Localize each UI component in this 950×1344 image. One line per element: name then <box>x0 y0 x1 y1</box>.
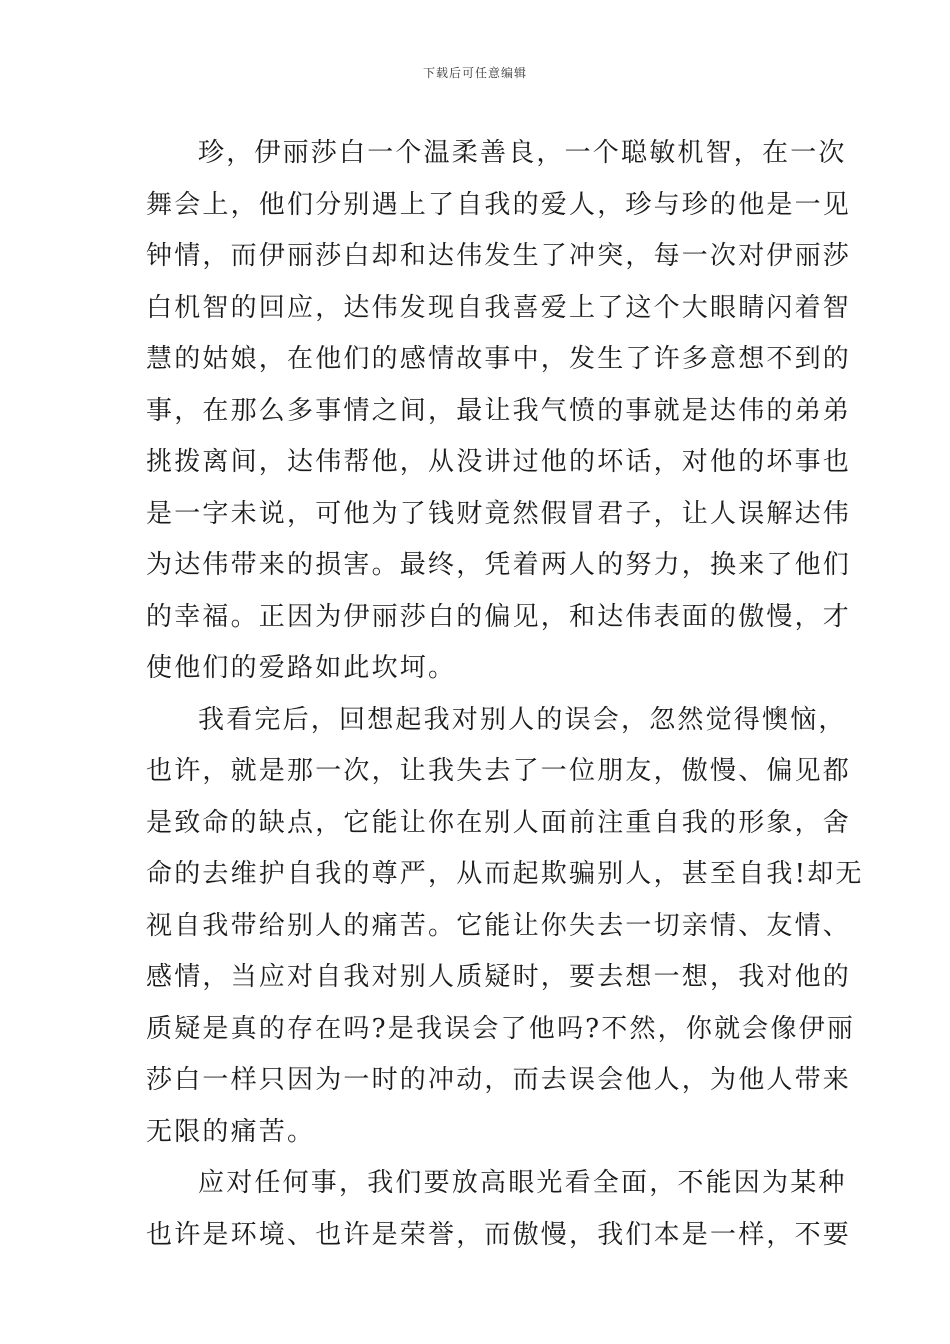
paragraph-line: 也许，就是那一次，让我失去了一位朋友，傲慢、偏见都 <box>146 756 852 786</box>
paragraph-1 <box>146 128 852 695</box>
paragraph-line: 为达伟带来的损害。最终，凭着两人的努力，换来了他们 <box>146 550 852 580</box>
paragraph-line: 舞会上，他们分别遇上了自我的爱人，珍与珍的他是一见 <box>146 189 852 220</box>
paragraph-line: 钟情，而伊丽莎白却和达伟发生了冲突，每一次对伊丽莎 <box>146 241 852 271</box>
paragraph-3 <box>146 1158 852 1261</box>
paragraph-line: 莎白一样只因为一时的冲动，而去误会他人，为他人带来 <box>146 1065 852 1095</box>
paragraph-line: 是致命的缺点，它能让你在别人面前注重自我的形象，舍 <box>146 807 852 838</box>
paragraph-line: 珍，伊丽莎白一个温柔善良，一个聪敏机智，在一次 <box>198 138 847 168</box>
paragraph-line: 挑拨离间，达伟帮他，从没讲过他的坏话，对他的坏事也 <box>146 447 852 477</box>
paragraph-line: 慧的姑娘，在他们的感情故事中，发生了许多意想不到的 <box>146 344 852 374</box>
paragraph-line: 的幸福。正因为伊丽莎白的偏见，和达伟表面的傲慢，才 <box>146 601 852 632</box>
paragraph-line: 事，在那么多事情之间，最让我气愤的事就是达伟的弟弟 <box>146 395 852 426</box>
paragraph-line: 我看完后，回想起我对别人的误会，忽然觉得懊恼， <box>198 704 847 735</box>
paragraph-line: 感情，当应对自我对别人质疑时，要去想一想，我对他的 <box>146 962 852 992</box>
paragraph-line: 应对任何事，我们要放高眼光看全面，不能因为某种 <box>198 1168 847 1198</box>
paragraph-line: 无限的痛苦。 <box>146 1116 316 1147</box>
paragraph-line: 视自我带给别人的痛苦。它能让你失去一切亲情、友情、 <box>146 910 852 941</box>
paragraph-line: 质疑是真的存在吗?是我误会了他吗?不然，你就会像伊丽 <box>146 1013 856 1044</box>
paragraph-line: 使他们的爱路如此坎坷。 <box>146 653 457 683</box>
paragraph-2 <box>146 695 864 1159</box>
paragraph-line: 白机智的回应，达伟发现自我喜爱上了这个大眼睛闪着智 <box>146 292 852 323</box>
paragraph-line: 命的去维护自我的尊严，从而起欺骗别人，甚至自我!却无 <box>146 859 864 889</box>
header-note: 下载后可任意编辑 <box>422 66 527 80</box>
paragraph-line: 是一字未说，可他为了钱财竟然假冒君子，让人误解达伟 <box>146 498 852 529</box>
paragraph-line: 也许是环境、也许是荣誉，而傲慢，我们本是一样，不要 <box>146 1219 852 1250</box>
document-body <box>146 128 864 1261</box>
